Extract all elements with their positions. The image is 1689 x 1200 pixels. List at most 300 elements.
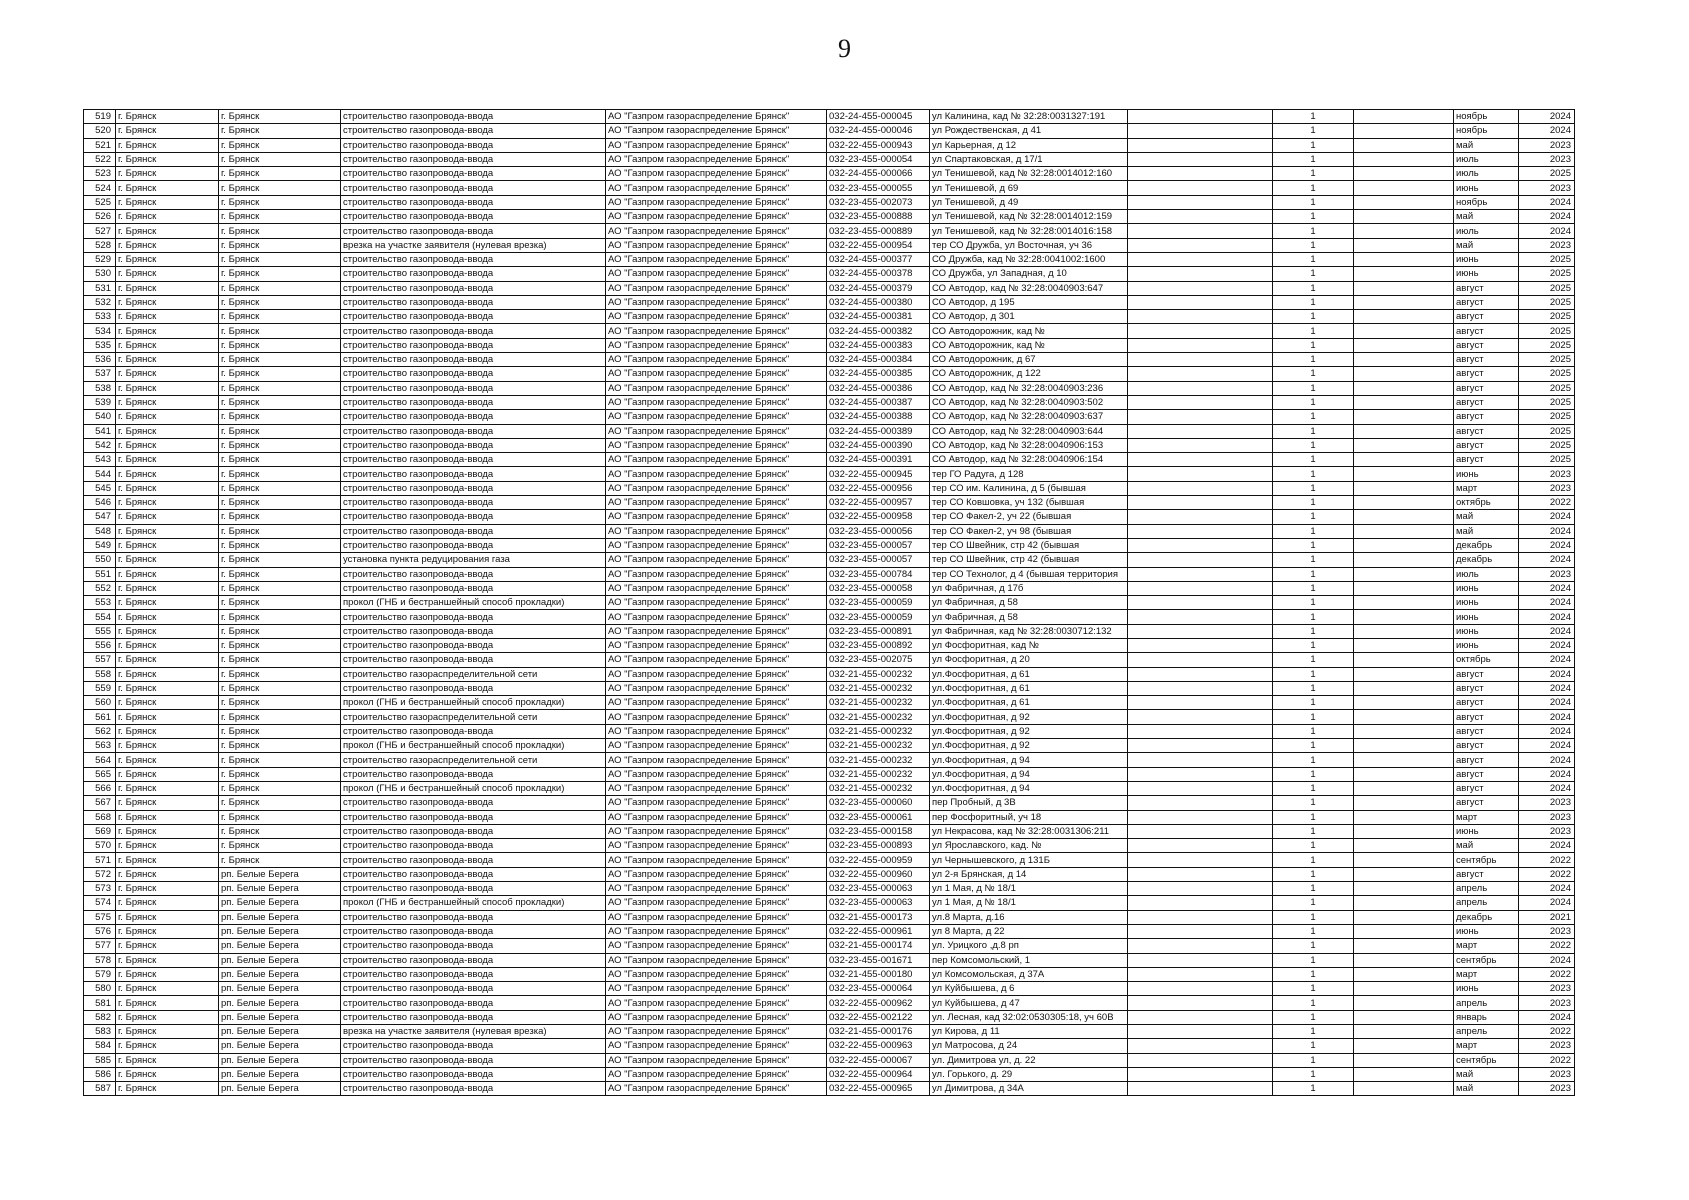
cell-blank <box>1128 438 1273 452</box>
cell-address: СО Автодорожник, д 67 <box>930 353 1128 367</box>
cell-extra <box>1354 367 1454 381</box>
cell-address: ул.Фосфоритная, д 92 <box>930 710 1128 724</box>
cell-extra <box>1354 810 1454 824</box>
cell-settlement: рп. Белые Берега <box>219 924 341 938</box>
cell-org: АО "Газпром газораспределение Брянск" <box>606 1039 827 1053</box>
cell-code: 032-24-455-000386 <box>827 381 930 395</box>
cell-year: 2023 <box>1519 810 1575 824</box>
cell-district: г. Брянск <box>116 252 219 266</box>
table-row <box>84 238 1575 252</box>
cell-num: 521 <box>84 138 116 152</box>
cell-qty: 1 <box>1273 224 1354 238</box>
cell-settlement: г. Брянск <box>219 553 341 567</box>
cell-blank <box>1128 724 1273 738</box>
cell-year: 2022 <box>1519 1053 1575 1067</box>
table-row <box>84 710 1575 724</box>
table-row <box>84 210 1575 224</box>
cell-address: СО Автодор, кад № 32:28:0040903:637 <box>930 410 1128 424</box>
table-row <box>84 295 1575 309</box>
page-number: 9 <box>838 34 851 63</box>
cell-district: г. Брянск <box>116 481 219 495</box>
cell-num: 556 <box>84 638 116 652</box>
table-row <box>84 281 1575 295</box>
cell-year: 2025 <box>1519 424 1575 438</box>
cell-extra <box>1354 1010 1454 1024</box>
cell-month: июнь <box>1454 252 1519 266</box>
cell-year: 2024 <box>1519 210 1575 224</box>
cell-month: март <box>1454 481 1519 495</box>
cell-org: АО "Газпром газораспределение Брянск" <box>606 882 827 896</box>
cell-district: г. Брянск <box>116 496 219 510</box>
cell-blank <box>1128 610 1273 624</box>
cell-settlement: г. Брянск <box>219 739 341 753</box>
cell-work: строительство газопровода-ввода <box>341 839 606 853</box>
cell-blank <box>1128 924 1273 938</box>
cell-qty: 1 <box>1273 667 1354 681</box>
cell-work: строительство газопровода-ввода <box>341 110 606 124</box>
cell-blank <box>1128 638 1273 652</box>
cell-address: ул Тенишевой, кад № 32:28:0014012:159 <box>930 210 1128 224</box>
cell-settlement: г. Брянск <box>219 796 341 810</box>
cell-blank <box>1128 338 1273 352</box>
cell-month: июнь <box>1454 624 1519 638</box>
table-row <box>84 310 1575 324</box>
cell-org: АО "Газпром газораспределение Брянск" <box>606 610 827 624</box>
cell-blank <box>1128 281 1273 295</box>
cell-month: июнь <box>1454 982 1519 996</box>
cell-month: апрель <box>1454 996 1519 1010</box>
cell-num: 578 <box>84 953 116 967</box>
cell-code: 032-23-455-000057 <box>827 553 930 567</box>
cell-district: г. Брянск <box>116 438 219 452</box>
cell-org: АО "Газпром газораспределение Брянск" <box>606 195 827 209</box>
cell-year: 2023 <box>1519 467 1575 481</box>
table-row <box>84 252 1575 266</box>
cell-year: 2024 <box>1519 696 1575 710</box>
cell-year: 2022 <box>1519 939 1575 953</box>
cell-address: ул Фосфоритная, кад № <box>930 638 1128 652</box>
cell-settlement: г. Брянск <box>219 110 341 124</box>
cell-blank <box>1128 596 1273 610</box>
cell-settlement: рп. Белые Берега <box>219 967 341 981</box>
cell-qty: 1 <box>1273 739 1354 753</box>
cell-blank <box>1128 367 1273 381</box>
cell-settlement: рп. Белые Берега <box>219 1067 341 1081</box>
cell-num: 543 <box>84 453 116 467</box>
cell-code: 032-23-455-000059 <box>827 610 930 624</box>
cell-month: август <box>1454 438 1519 452</box>
cell-settlement: г. Брянск <box>219 496 341 510</box>
cell-code: 032-24-455-000381 <box>827 310 930 324</box>
cell-qty: 1 <box>1273 124 1354 138</box>
cell-settlement: рп. Белые Берега <box>219 982 341 996</box>
cell-year: 2023 <box>1519 138 1575 152</box>
cell-year: 2023 <box>1519 996 1575 1010</box>
cell-qty: 1 <box>1273 1053 1354 1067</box>
cell-address: пер Комсомольский, 1 <box>930 953 1128 967</box>
cell-qty: 1 <box>1273 982 1354 996</box>
cell-settlement: г. Брянск <box>219 710 341 724</box>
cell-work: строительство газопровода-ввода <box>341 1053 606 1067</box>
cell-extra <box>1354 424 1454 438</box>
cell-blank <box>1128 138 1273 152</box>
cell-work: строительство газопровода-ввода <box>341 338 606 352</box>
cell-work: строительство газопровода-ввода <box>341 796 606 810</box>
cell-month: август <box>1454 796 1519 810</box>
cell-blank <box>1128 753 1273 767</box>
cell-district: г. Брянск <box>116 596 219 610</box>
cell-extra <box>1354 882 1454 896</box>
cell-blank <box>1128 939 1273 953</box>
cell-num: 537 <box>84 367 116 381</box>
cell-work: строительство газопровода-ввода <box>341 1082 606 1096</box>
cell-extra <box>1354 410 1454 424</box>
cell-month: июль <box>1454 152 1519 166</box>
cell-extra <box>1354 481 1454 495</box>
cell-code: 032-22-455-000956 <box>827 481 930 495</box>
cell-blank <box>1128 767 1273 781</box>
cell-org: АО "Газпром газораспределение Брянск" <box>606 596 827 610</box>
cell-month: июнь <box>1454 181 1519 195</box>
cell-month: август <box>1454 696 1519 710</box>
cell-code: 032-24-455-000390 <box>827 438 930 452</box>
cell-extra <box>1354 567 1454 581</box>
table-row <box>84 453 1575 467</box>
cell-num: 583 <box>84 1025 116 1039</box>
cell-blank <box>1128 210 1273 224</box>
cell-org: АО "Газпром газораспределение Брянск" <box>606 1010 827 1024</box>
cell-blank <box>1128 238 1273 252</box>
cell-work: строительство газопровода-ввода <box>341 167 606 181</box>
cell-qty: 1 <box>1273 295 1354 309</box>
cell-code: 032-24-455-000391 <box>827 453 930 467</box>
cell-num: 570 <box>84 839 116 853</box>
cell-num: 555 <box>84 624 116 638</box>
cell-month: март <box>1454 967 1519 981</box>
cell-address: тер СО Швейник, стр 42 (бывшая <box>930 538 1128 552</box>
cell-month: март <box>1454 810 1519 824</box>
cell-year: 2025 <box>1519 267 1575 281</box>
cell-address: ул Спартаковская, д 17/1 <box>930 152 1128 166</box>
cell-code: 032-21-455-000174 <box>827 939 930 953</box>
cell-blank <box>1128 853 1273 867</box>
table-row <box>84 638 1575 652</box>
cell-settlement: г. Брянск <box>219 252 341 266</box>
cell-address: СО Автодор, кад № 32:28:0040903:647 <box>930 281 1128 295</box>
cell-month: ноябрь <box>1454 195 1519 209</box>
cell-blank <box>1128 867 1273 881</box>
cell-district: г. Брянск <box>116 624 219 638</box>
cell-year: 2025 <box>1519 395 1575 409</box>
table-row <box>84 753 1575 767</box>
cell-qty: 1 <box>1273 210 1354 224</box>
cell-blank <box>1128 810 1273 824</box>
cell-district: г. Брянск <box>116 281 219 295</box>
cell-address: ул.Фосфоритная, д 61 <box>930 681 1128 695</box>
cell-extra <box>1354 596 1454 610</box>
cell-code: 032-24-455-000380 <box>827 295 930 309</box>
cell-work: прокол (ГНБ и бестраншейный способ прокладки) <box>341 739 606 753</box>
cell-settlement: г. Брянск <box>219 624 341 638</box>
cell-code: 032-23-455-000060 <box>827 796 930 810</box>
cell-month: август <box>1454 739 1519 753</box>
cell-address: ул Фабричная, кад № 32:28:0030712:132 <box>930 624 1128 638</box>
cell-num: 573 <box>84 882 116 896</box>
cell-month: март <box>1454 939 1519 953</box>
cell-year: 2024 <box>1519 653 1575 667</box>
cell-org: АО "Газпром газораспределение Брянск" <box>606 581 827 595</box>
cell-num: 530 <box>84 267 116 281</box>
cell-work: строительство газопровода-ввода <box>341 867 606 881</box>
table-row <box>84 967 1575 981</box>
cell-blank <box>1128 1039 1273 1053</box>
cell-blank <box>1128 481 1273 495</box>
table-row <box>84 167 1575 181</box>
cell-month: август <box>1454 338 1519 352</box>
cell-address: ул.Фосфоритная, д 92 <box>930 724 1128 738</box>
cell-settlement: г. Брянск <box>219 610 341 624</box>
cell-district: г. Брянск <box>116 767 219 781</box>
cell-num: 553 <box>84 596 116 610</box>
cell-district: г. Брянск <box>116 1053 219 1067</box>
cell-month: август <box>1454 424 1519 438</box>
cell-code: 032-24-455-000045 <box>827 110 930 124</box>
cell-work: строительство газопровода-ввода <box>341 138 606 152</box>
cell-address: СО Автодор, кад № 32:28:0040906:154 <box>930 453 1128 467</box>
cell-address: ул Куйбышева, д 47 <box>930 996 1128 1010</box>
cell-work: врезка на участке заявителя (нулевая врезка) <box>341 238 606 252</box>
cell-address: ул Тенишевой, д 69 <box>930 181 1128 195</box>
cell-extra <box>1354 667 1454 681</box>
cell-district: г. Брянск <box>116 324 219 338</box>
cell-num: 541 <box>84 424 116 438</box>
cell-address: ул Чернышевского, д 131Б <box>930 853 1128 867</box>
cell-work: прокол (ГНБ и бестраншейный способ прокладки) <box>341 896 606 910</box>
cell-month: сентябрь <box>1454 953 1519 967</box>
cell-settlement: г. Брянск <box>219 781 341 795</box>
cell-address: СО Автодор, д 195 <box>930 295 1128 309</box>
cell-code: 032-23-455-000889 <box>827 224 930 238</box>
cell-work: строительство газораспределительной сети <box>341 710 606 724</box>
cell-extra <box>1354 967 1454 981</box>
cell-settlement: г. Брянск <box>219 167 341 181</box>
cell-extra <box>1354 381 1454 395</box>
cell-address: ул Кирова, д 11 <box>930 1025 1128 1039</box>
cell-year: 2024 <box>1519 510 1575 524</box>
cell-blank <box>1128 581 1273 595</box>
cell-org: АО "Газпром газораспределение Брянск" <box>606 781 827 795</box>
table-row <box>84 395 1575 409</box>
cell-year: 2025 <box>1519 353 1575 367</box>
cell-work: строительство газопровода-ввода <box>341 581 606 595</box>
cell-district: г. Брянск <box>116 1039 219 1053</box>
cell-num: 576 <box>84 924 116 938</box>
cell-code: 032-22-455-000962 <box>827 996 930 1010</box>
cell-year: 2024 <box>1519 739 1575 753</box>
cell-blank <box>1128 310 1273 324</box>
cell-settlement: рп. Белые Берега <box>219 1039 341 1053</box>
cell-year: 2023 <box>1519 238 1575 252</box>
cell-district: г. Брянск <box>116 538 219 552</box>
cell-org: АО "Газпром газораспределение Брянск" <box>606 281 827 295</box>
cell-month: март <box>1454 1039 1519 1053</box>
cell-num: 564 <box>84 753 116 767</box>
cell-settlement: рп. Белые Берега <box>219 910 341 924</box>
cell-extra <box>1354 710 1454 724</box>
cell-month: май <box>1454 238 1519 252</box>
cell-district: г. Брянск <box>116 653 219 667</box>
cell-address: СО Автодор, д 301 <box>930 310 1128 324</box>
cell-settlement: г. Брянск <box>219 467 341 481</box>
cell-num: 568 <box>84 810 116 824</box>
cell-settlement: рп. Белые Берега <box>219 953 341 967</box>
cell-settlement: г. Брянск <box>219 481 341 495</box>
cell-qty: 1 <box>1273 481 1354 495</box>
cell-month: сентябрь <box>1454 1053 1519 1067</box>
cell-blank <box>1128 496 1273 510</box>
cell-blank <box>1128 124 1273 138</box>
cell-year: 2021 <box>1519 910 1575 924</box>
cell-work: врезка на участке заявителя (нулевая врезка) <box>341 1025 606 1039</box>
cell-code: 032-22-455-000945 <box>827 467 930 481</box>
cell-num: 549 <box>84 538 116 552</box>
cell-year: 2023 <box>1519 1082 1575 1096</box>
cell-org: АО "Газпром газораспределение Брянск" <box>606 210 827 224</box>
cell-work: строительство газопровода-ввода <box>341 210 606 224</box>
table-row <box>84 939 1575 953</box>
table-row <box>84 510 1575 524</box>
cell-work: строительство газопровода-ввода <box>341 481 606 495</box>
table-row <box>84 739 1575 753</box>
cell-num: 520 <box>84 124 116 138</box>
cell-qty: 1 <box>1273 152 1354 166</box>
table-row <box>84 581 1575 595</box>
cell-org: АО "Газпром газораспределение Брянск" <box>606 453 827 467</box>
cell-extra <box>1354 553 1454 567</box>
table-row <box>84 681 1575 695</box>
cell-year: 2024 <box>1519 110 1575 124</box>
cell-district: г. Брянск <box>116 739 219 753</box>
cell-qty: 1 <box>1273 653 1354 667</box>
cell-year: 2024 <box>1519 1010 1575 1024</box>
cell-district: г. Брянск <box>116 696 219 710</box>
cell-blank <box>1128 667 1273 681</box>
cell-blank <box>1128 696 1273 710</box>
cell-district: г. Брянск <box>116 1010 219 1024</box>
table-row <box>84 624 1575 638</box>
cell-settlement: рп. Белые Берега <box>219 896 341 910</box>
cell-month: май <box>1454 839 1519 853</box>
cell-extra <box>1354 438 1454 452</box>
cell-work: строительство газопровода-ввода <box>341 353 606 367</box>
cell-year: 2023 <box>1519 481 1575 495</box>
cell-blank <box>1128 910 1273 924</box>
cell-num: 544 <box>84 467 116 481</box>
cell-address: тер СО Дружба, ул Восточная, уч 36 <box>930 238 1128 252</box>
cell-district: г. Брянск <box>116 1067 219 1081</box>
cell-settlement: г. Брянск <box>219 638 341 652</box>
cell-month: август <box>1454 753 1519 767</box>
cell-org: АО "Газпром газораспределение Брянск" <box>606 810 827 824</box>
cell-num: 540 <box>84 410 116 424</box>
cell-code: 032-23-455-000893 <box>827 839 930 853</box>
cell-blank <box>1128 453 1273 467</box>
table-row <box>84 767 1575 781</box>
cell-settlement: г. Брянск <box>219 767 341 781</box>
table-row <box>84 982 1575 996</box>
cell-extra <box>1354 210 1454 224</box>
cell-year: 2024 <box>1519 624 1575 638</box>
cell-org: АО "Газпром газораспределение Брянск" <box>606 295 827 309</box>
cell-qty: 1 <box>1273 781 1354 795</box>
cell-qty: 1 <box>1273 753 1354 767</box>
cell-extra <box>1354 982 1454 996</box>
cell-qty: 1 <box>1273 510 1354 524</box>
cell-extra <box>1354 1039 1454 1053</box>
cell-work: строительство газопровода-ввода <box>341 953 606 967</box>
cell-district: г. Брянск <box>116 138 219 152</box>
cell-code: 032-21-455-000232 <box>827 767 930 781</box>
cell-district: г. Брянск <box>116 910 219 924</box>
cell-address: тер ГО Радуга, д 128 <box>930 467 1128 481</box>
cell-work: строительство газопровода-ввода <box>341 295 606 309</box>
cell-qty: 1 <box>1273 424 1354 438</box>
cell-org: АО "Газпром газораспределение Брянск" <box>606 395 827 409</box>
cell-extra <box>1354 167 1454 181</box>
cell-district: г. Брянск <box>116 381 219 395</box>
cell-district: г. Брянск <box>116 567 219 581</box>
cell-work: строительство газопровода-ввода <box>341 910 606 924</box>
cell-district: г. Брянск <box>116 195 219 209</box>
cell-month: август <box>1454 767 1519 781</box>
cell-num: 547 <box>84 510 116 524</box>
cell-settlement: г. Брянск <box>219 438 341 452</box>
cell-year: 2024 <box>1519 953 1575 967</box>
cell-blank <box>1128 1025 1273 1039</box>
cell-num: 572 <box>84 867 116 881</box>
cell-address: ул. Урицкого ,д.8 рп <box>930 939 1128 953</box>
cell-district: г. Брянск <box>116 896 219 910</box>
cell-month: октябрь <box>1454 496 1519 510</box>
cell-work: прокол (ГНБ и бестраншейный способ прокладки) <box>341 696 606 710</box>
cell-extra <box>1354 510 1454 524</box>
cell-address: ул.Фосфоритная, д 94 <box>930 753 1128 767</box>
cell-address: ул.Фосфоритная, д 94 <box>930 781 1128 795</box>
cell-year: 2025 <box>1519 410 1575 424</box>
cell-district: г. Брянск <box>116 839 219 853</box>
cell-org: АО "Газпром газораспределение Брянск" <box>606 867 827 881</box>
cell-blank <box>1128 410 1273 424</box>
cell-code: 032-23-455-000059 <box>827 596 930 610</box>
cell-num: 526 <box>84 210 116 224</box>
cell-qty: 1 <box>1273 710 1354 724</box>
cell-org: АО "Газпром газораспределение Брянск" <box>606 667 827 681</box>
cell-settlement: г. Брянск <box>219 238 341 252</box>
work-schedule-table <box>83 109 1575 1096</box>
table-row <box>84 610 1575 624</box>
cell-month: апрель <box>1454 896 1519 910</box>
cell-month: апрель <box>1454 882 1519 896</box>
cell-month: июнь <box>1454 267 1519 281</box>
cell-extra <box>1354 853 1454 867</box>
cell-code: 032-23-455-000057 <box>827 538 930 552</box>
cell-settlement: г. Брянск <box>219 853 341 867</box>
cell-work: строительство газопровода-ввода <box>341 524 606 538</box>
cell-code: 032-22-455-000958 <box>827 510 930 524</box>
cell-month: сентябрь <box>1454 853 1519 867</box>
cell-settlement: г. Брянск <box>219 381 341 395</box>
cell-extra <box>1354 496 1454 510</box>
